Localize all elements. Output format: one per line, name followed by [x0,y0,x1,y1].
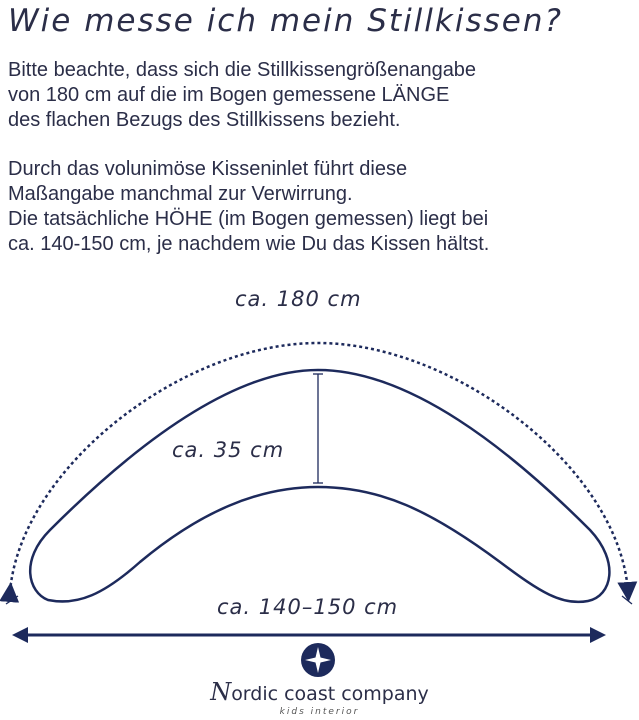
logo-star-icon [301,643,335,677]
length-dotted-arc [10,343,628,592]
brand-rest: ordic coast company [231,683,429,705]
thickness-label: ca. 35 cm [172,438,285,462]
brand-initial: N [210,678,232,706]
length-label: ca. 180 cm [235,287,362,311]
text-line: ca. 140-150 cm, je nachdem wie Du das Kissen hältst. [8,233,490,255]
brand-name [0,680,639,704]
page-title: Wie messe ich mein Stillkissen? [8,3,563,39]
brand-tagline: kids interior [279,707,360,717]
text-line: des flachen Bezugs des Stillkissens bezieht. [8,109,401,131]
thickness-marker [313,374,323,483]
height-arrow [12,627,606,643]
left-end-tick [6,596,18,604]
pillow-outline [30,370,609,602]
text-line: von 180 cm auf die im Bogen gemessene LÄNGE [8,84,450,106]
text-line: Durch das volunimöse Kisseninlet führt diese [8,158,408,180]
text-line: Bitte beachte, dass sich die Stillkissengrößenangabe [8,59,477,81]
text-line: Die tatsächliche HÖHE (im Bogen gemessen) liegt bei [8,208,489,230]
height-label: ca. 140–150 cm [217,595,399,619]
right-end-tick [622,596,632,604]
text-line: Maßangabe manchmal zur Verwirrung. [8,183,353,205]
